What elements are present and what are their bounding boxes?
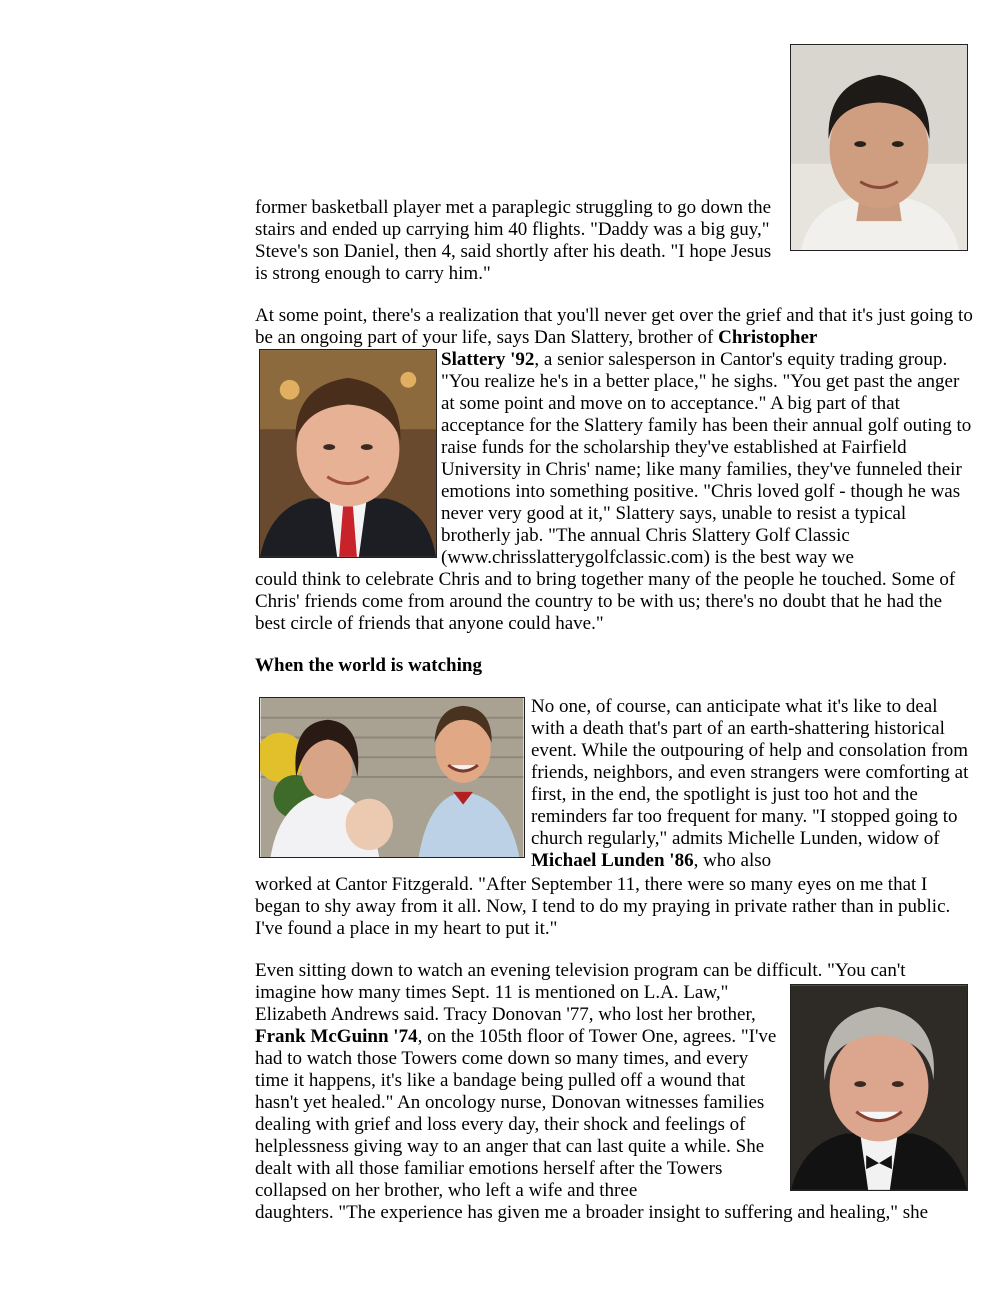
- paragraph-lunden-wrapped: [531, 696, 971, 872]
- paragraph-slattery-intro: [255, 305, 973, 349]
- paragraph-slattery-end: could think to celebrate Chris and to bring together many of the people he touched. Some of Chris' friends come from around the country to be with us; there's no doubt that he had the best circle of friends that anyone could have.": [255, 569, 956, 634]
- portrait-young-man-icon: [791, 45, 967, 250]
- section-heading: When the world is watching: [255, 655, 482, 676]
- text-segment: At some point, there's a realization that you'll never get over the grief and that it's just going to be an ongoing part of your life, says Dan Slattery, brother of: [255, 305, 973, 348]
- paragraph-slattery-wrapped: [441, 349, 973, 569]
- portrait-photo-frank-mcguinn: [790, 984, 968, 1191]
- paragraph-donovan-end: daughters. "The experience has given me a broader insight to suffering and healing," she: [255, 1202, 929, 1223]
- text-segment: , a senior salesperson in Cantor's equity trading group. "You realize he's in a better place," he sighs. "You get past the anger at some point and move on to acceptance." A big part of that acceptance for the Slattery family has been their annual golf outing to raise funds for the scholarship they've established at Fairfield University in Chris' name; like many families, they've funneled their emotions into something positive. "Chris loved golf - though he was never very good at it," Slattery says, unable to resist a typical brotherly jab. "The annual Chris Slattery Golf Classic (www.chrisslatterygolfclassic.com) is the best way we: [441, 349, 972, 568]
- portrait-frank-mcguinn-icon: [791, 985, 967, 1190]
- family-photo-lunden: [259, 697, 525, 858]
- text-segment: , who also: [693, 850, 772, 871]
- name-christopher: Christopher: [718, 327, 818, 348]
- name-frank-mcguinn: Frank McGuinn '74: [255, 1026, 418, 1047]
- name-slattery-92: Slattery '92: [441, 349, 535, 370]
- paragraph-donovan-intro: Even sitting down to watch an evening television program can be difficult. "You can't: [255, 960, 906, 981]
- family-photo-lunden-icon: [260, 698, 524, 857]
- paragraph-steve-carrying: former basketball player met a paraplegic struggling to go down the stairs and ended up carrying him 40 flights. "Daddy was a big guy," Steve's son Daniel, then 4, said shortly after his death. "I hope Jesus is strong enough to carry him.": [255, 197, 772, 284]
- portrait-photo-chris-slattery: [259, 349, 437, 558]
- portrait-photo-young-man: [790, 44, 968, 251]
- portrait-chris-slattery-icon: [260, 350, 436, 557]
- text-segment: , on the 105th floor of Tower One, agrees. "I've had to watch those Towers come down so many times, and every time it happens, it's like a bandage being pulled off a wound that hasn't yet healed." An oncology nurse, Donovan witnesses families dealing with grief and loss every day, their shock and feelings of helplessness giving way to an anger that can last quite a while. She dealt with all those familiar emotions herself after the Towers collapsed on her brother, who left a wife and three: [255, 1026, 777, 1201]
- paragraph-lunden-end: worked at Cantor Fitzgerald. "After September 11, there were so many eyes on me that I began to shy away from it all. Now, I tend to do my praying in private rather than in public. I've found a place in my heart to put it.": [255, 874, 951, 939]
- paragraph-donovan-wrapped: [255, 982, 785, 1202]
- name-michael-lunden: Michael Lunden '86: [531, 850, 694, 871]
- text-segment: No one, of course, can anticipate what it's like to deal with a death that's part of an earth-shattering historical event. While the outpouring of help and consolation from friends, neighbors, and even strangers were comforting at first, in the end, the spotlight is just too hot and the reminders far too frequent for many. "I stopped going to church regularly," admits Michelle Lunden, widow of: [531, 696, 969, 849]
- text-segment: imagine how many times Sept. 11 is mentioned on L.A. Law," Elizabeth Andrews said. Tracy Donovan '77, who lost her brother,: [255, 982, 756, 1025]
